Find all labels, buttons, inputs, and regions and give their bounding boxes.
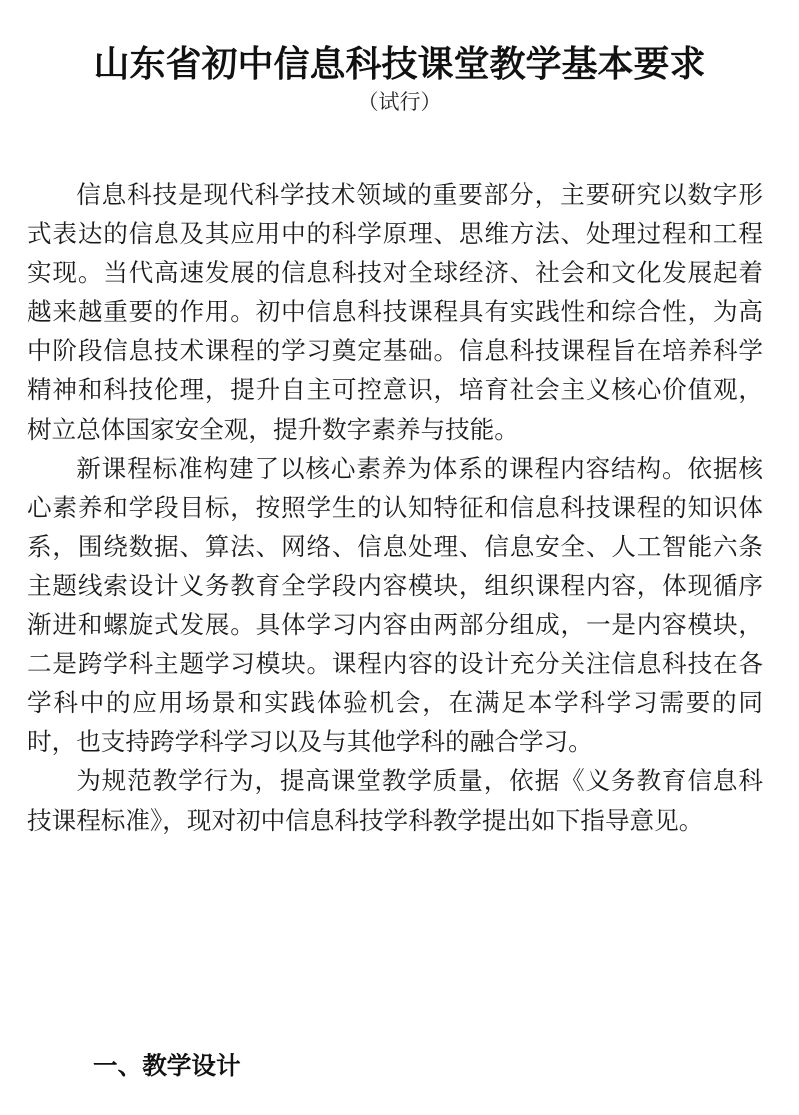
section-heading: 一、教学设计 [93,1051,241,1080]
document-title: 山东省初中信息科技课堂教学基本要求 [93,43,706,85]
document-subtitle: （试行） [357,90,442,114]
paragraph-intro: 信息科技是现代科学技术领域的重要部分，主要研究以数字形式表达的信息及其应用中的科学原理、思维方法、处理过程和工程实现。当代高速发展的信息科技对全球经济、社会和文化发展起着越来越重要的作用。初中信息科技课程具有实践性和综合性，为高中阶段信息技术课程的学习奠定基础。信息科技课程旨在培养科学精神和科技伦理，提升自主可控意识，培育社会主义核心价值观，树立总体国家安全观，提升数字素养与技能。 [27,180,763,444]
document-body [27,175,763,840]
paragraph-purpose: 为规范教学行为，提高课堂教学质量，依据《义务教育信息科技课程标准》，现对初中信息科技学科教学提出如下指导意见。 [27,766,763,835]
paragraph-curriculum: 新课程标准构建了以核心素养为体系的课程内容结构。依据核心素养和学段目标，按照学生的认知特征和信息科技课程的知识体系，围绕数据、算法、网络、信息处理、信息安全、人工智能六条主题线索设计义务教育全学段内容模块，组织课程内容，体现循序渐进和螺旋式发展。具体学习内容由两部分组成，一是内容模块，二是跨学科主题学习模块。课程内容的设计充分关注信息科技在各学科中的应用场景和实践体验机会，在满足本学科学习需要的同时，也支持跨学科学习以及与其他学科的融合学习。 [27,453,763,757]
